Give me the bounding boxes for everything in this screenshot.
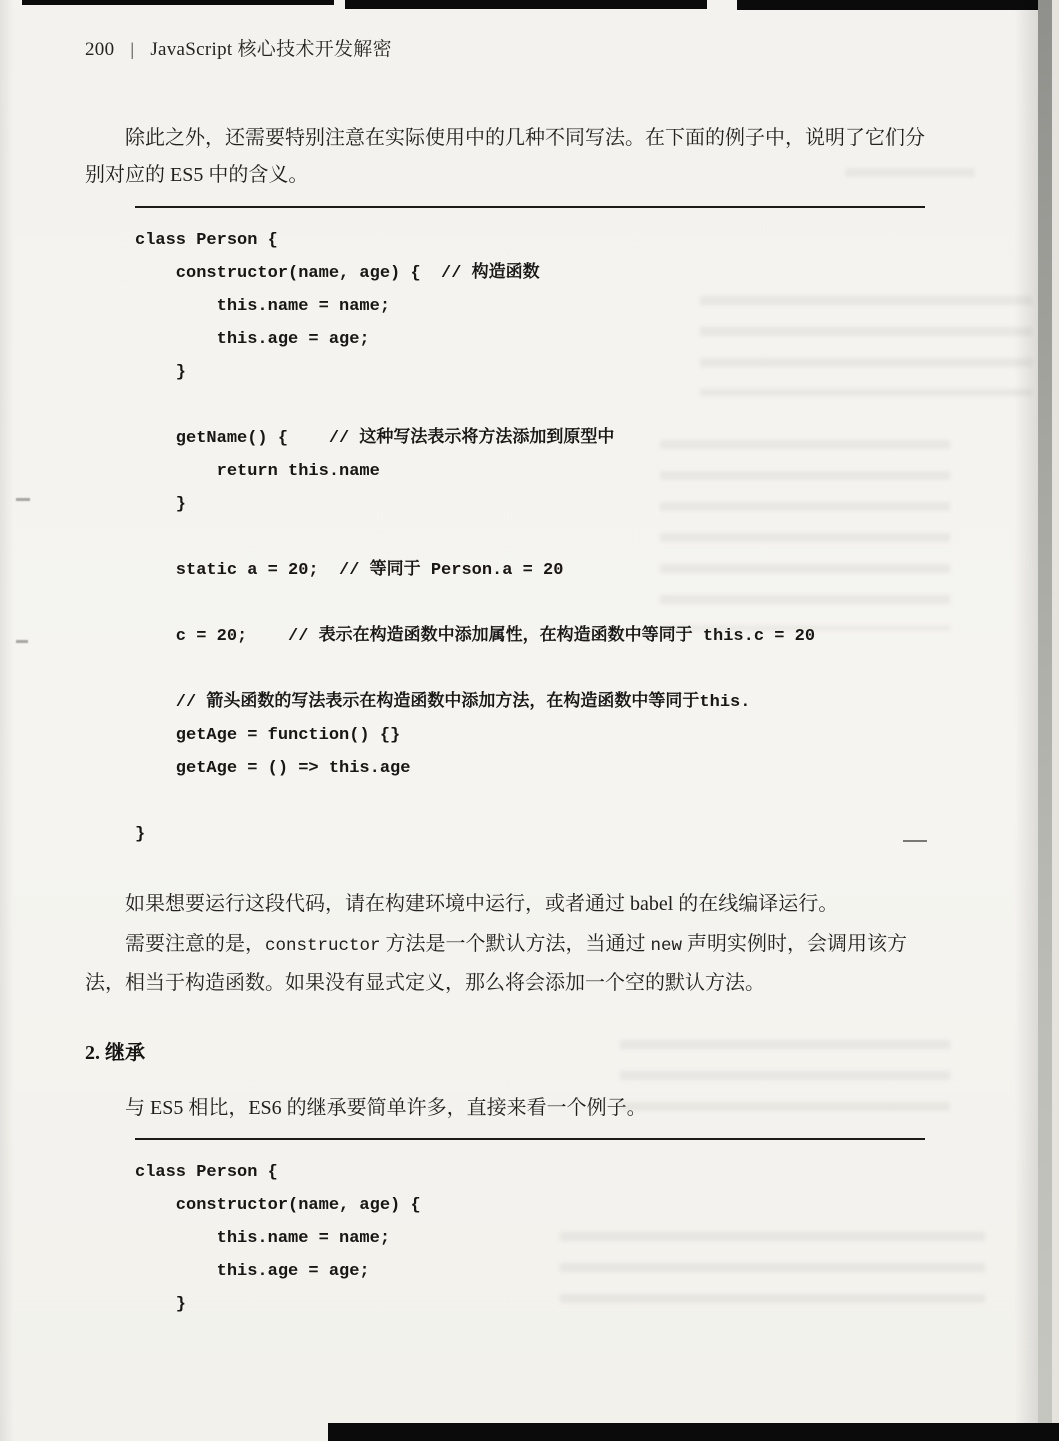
code-rule-top-2 <box>135 1138 925 1140</box>
code-line: this.age = age; <box>135 1262 370 1281</box>
code-line: this.age = age; <box>135 330 370 349</box>
code-line: return this.name <box>135 462 380 481</box>
pencil-mark <box>16 498 30 501</box>
left-edge-shade <box>0 0 14 1441</box>
inline-code-new: new <box>650 936 683 956</box>
run-note-line: 如果想要运行这段代码，请在构建环境中运行，或者通过 babel 的在线编译运行。 <box>125 893 839 915</box>
page-edge-outer-strip <box>1052 0 1059 1441</box>
page-edge-strip <box>1038 0 1052 1441</box>
code-line: class Person { <box>135 231 278 250</box>
top-scan-bar-right <box>737 0 1059 10</box>
page-header <box>85 34 392 61</box>
code-block-class-syntax <box>135 224 815 851</box>
note-text-segment: 方法是一个默认方法，当通过 <box>380 933 651 955</box>
constructor-note-line-2: 法，相当于构造函数。如果没有显式定义，那么将会添加一个空的默认方法。 <box>85 972 765 994</box>
code-line: this.name = name; <box>135 297 391 316</box>
code-line: constructor(name, age) { // 构造函数 <box>135 264 540 283</box>
code-rule-bottom-remnant <box>903 840 927 842</box>
section-heading-inheritance: 2. 继承 <box>85 1042 145 1064</box>
code-line: } <box>135 495 187 514</box>
inheritance-intro-line: 与 ES5 相比，ES6 的继承要简单许多，直接来看一个例子。 <box>125 1097 647 1119</box>
pencil-mark <box>16 640 28 643</box>
code-line: this.name = name; <box>135 1229 391 1248</box>
note-text-segment: 声明实例时，会调用该方 <box>682 933 908 955</box>
top-scan-bar-middle <box>345 0 707 9</box>
code-line: getAge = function() {} <box>135 726 401 745</box>
code-rule-top-1 <box>135 206 925 208</box>
run-note-paragraph <box>85 886 997 923</box>
bottom-scan-bar <box>328 1423 1059 1441</box>
intro-line-2: 别对应的 ES5 中的含义。 <box>85 164 309 186</box>
code-line <box>135 521 815 554</box>
constructor-note-paragraph <box>85 926 997 1002</box>
inheritance-intro-paragraph <box>85 1090 997 1127</box>
intro-paragraph <box>85 120 997 194</box>
code-line: } <box>135 363 187 382</box>
page-number: 200 <box>85 39 115 60</box>
top-scan-bar-left <box>22 0 334 5</box>
note-text-segment: 需要注意的是， <box>125 933 265 955</box>
page-edge-shadow <box>1014 0 1038 1441</box>
inline-code-constructor: constructor <box>265 936 381 956</box>
code-line: c = 20; // 表示在构造函数中添加属性，在构造函数中等同于 this.c = 20 <box>135 627 816 646</box>
code-line <box>135 785 815 818</box>
header-separator: | <box>130 39 135 59</box>
code-block-inheritance <box>135 1156 421 1321</box>
code-line: class Person { <box>135 1163 278 1182</box>
code-line: constructor(name, age) { <box>135 1196 421 1215</box>
code-line <box>135 389 815 422</box>
code-line: static a = 20; // 等同于 Person.a = 20 <box>135 561 564 580</box>
code-line: } <box>135 1295 187 1314</box>
intro-line-1: 除此之外，还需要特别注意在实际使用中的几种不同写法。在下面的例子中，说明了它们分 <box>125 127 925 149</box>
book-title: JavaScript 核心技术开发解密 <box>150 39 392 60</box>
code-line <box>135 653 815 686</box>
constructor-note-line-1 <box>85 926 997 965</box>
code-line: // 箭头函数的写法表示在构造函数中添加方法，在构造函数中等同于this. <box>135 693 751 712</box>
code-line: } <box>135 825 146 844</box>
code-line <box>135 587 815 620</box>
code-line: getAge = () => this.age <box>135 759 411 778</box>
code-line: getName() { // 这种写法表示将方法添加到原型中 <box>135 429 615 448</box>
bleed-through-artifact <box>560 1232 985 1304</box>
